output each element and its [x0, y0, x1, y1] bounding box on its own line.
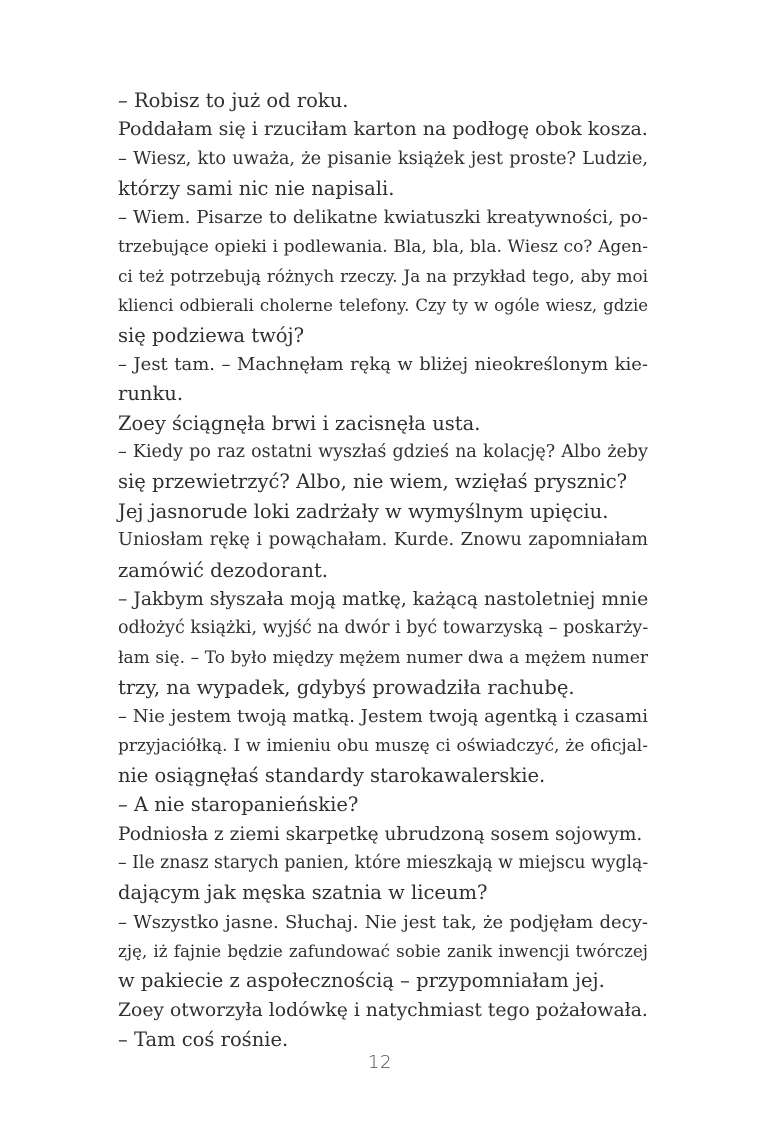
text-line: się podziewa twój?	[118, 323, 305, 347]
text-line: – Jest tam. – Machnęłam ręką w bliżej nieokreślonym kie-	[118, 354, 648, 376]
text-line: łam się. – To było między mężem numer dwa a mężem numer	[118, 647, 648, 668]
text-line: ci też potrzebują różnych rzeczy. Ja na przykład tego, aby moi	[118, 266, 648, 287]
text-line: – A nie staropanieńskie?	[118, 793, 359, 817]
text-line: trzy, na wypadek, gdybyś prowadziła rachubę.	[118, 675, 575, 699]
text-line: zję, iż fajnie będzie zafundować sobie zanik inwencji twórczej	[118, 940, 648, 961]
text-line: runku.	[118, 382, 184, 406]
text-line: – Wszystko jasne. Słuchaj. Nie jest tak, że podjęłam decy-	[118, 911, 648, 933]
text-line: – Wiem. Pisarze to delikatne kwiatuszki kreatywności, po-	[118, 207, 648, 229]
text-line: Jej jasnorude loki zadrżały w wymyślnym upięciu.	[118, 499, 609, 523]
text-line: trzebujące opieki i podlewania. Bla, bla, bla. Wiesz co? Agen-	[118, 236, 648, 257]
text-line: – Wiesz, kto uważa, że pisanie książek jest proste? Ludzie,	[118, 148, 648, 169]
text-line: zamówić dezodorant.	[118, 558, 328, 582]
text-line: – Tam coś rośnie.	[118, 1028, 289, 1051]
text-line: klienci odbierali cholerne telefony. Czy ty w ogóle wiesz, gdzie	[118, 296, 648, 316]
text-line: Zoey otworzyła lodówkę i natychmiast tego pożałowała.	[118, 999, 648, 1021]
text-line: którzy sami nic nie napisali.	[118, 177, 395, 201]
text-line: – Jakbym słyszała moją matkę, każącą nastoletniej mnie	[118, 588, 649, 610]
text-line: – Nie jestem twoją matką. Jestem twoją agentką i czasami	[118, 706, 648, 728]
text-line: dającym jak męska szatnia w liceum?	[118, 881, 488, 905]
text-line: Poddałam się i rzuciłam karton na podłogę obok kosza.	[118, 118, 648, 141]
text-line: – Kiedy po raz ostatni wyszłaś gdzieś na kolację? Albo żeby	[118, 442, 648, 463]
text-line: się przewietrzyć? Albo, nie wiem, wzięłaś prysznic?	[118, 470, 628, 494]
text-line: Uniosłam rękę i powąchałam. Kurde. Znowu zapomniałam	[118, 530, 648, 551]
text-line: nie osiągnęłaś standardy starokawalerskie.	[118, 763, 546, 787]
text-line: – Ile znasz starych panien, które mieszkają w miejscu wyglą-	[118, 852, 649, 873]
text-line: przyjaciółką. I w imieniu obu muszę ci oświadczyć, że oficjal-	[118, 735, 648, 756]
text-line: w pakiecie z aspołecznością – przypomniałam jej.	[118, 969, 605, 993]
page-number: 12	[368, 1052, 392, 1073]
text-line: Podniosła z ziemi skarpetkę ubrudzoną sosem sojowym.	[118, 823, 643, 845]
text-line: odłożyć książki, wyjść na dwór i być towarzyską – poskarży-	[118, 618, 649, 639]
text-line: Zoey ściągnęła brwi i zacisnęła usta.	[118, 411, 481, 435]
body-text	[118, 86, 648, 1054]
text-line: – Robisz to już od roku.	[118, 89, 349, 112]
